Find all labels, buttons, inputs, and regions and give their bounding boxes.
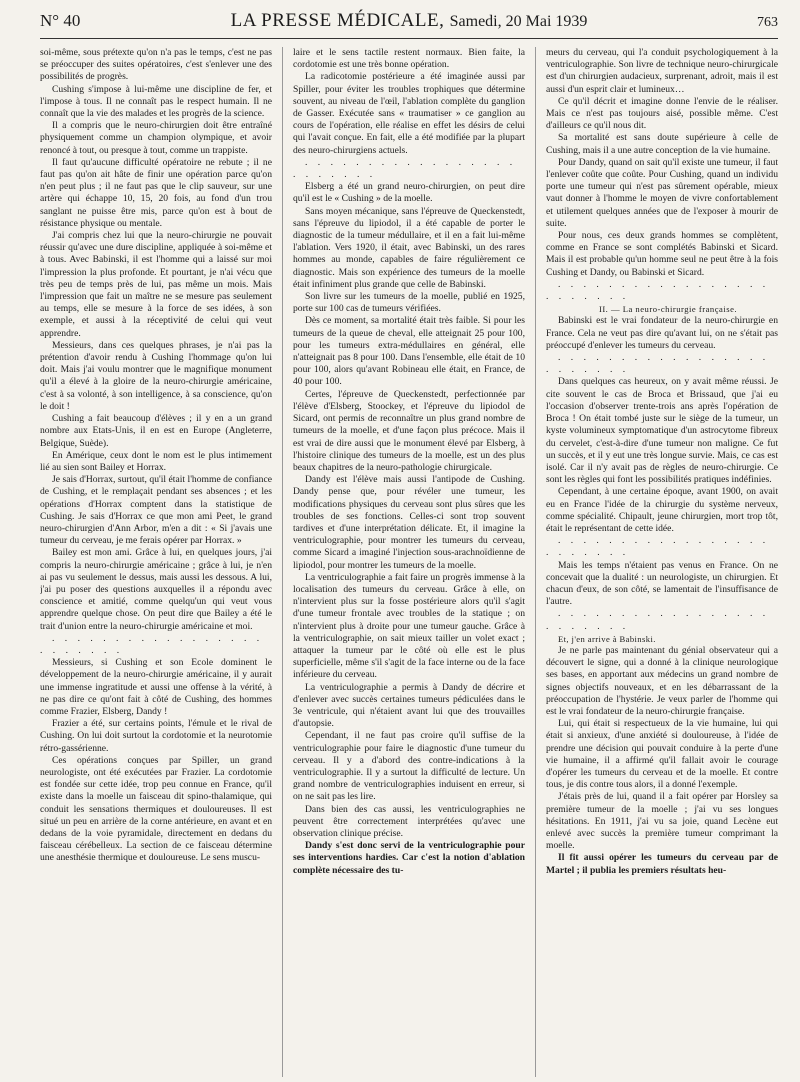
issue-number: N° 40 xyxy=(40,11,81,30)
paragraph: Dès ce moment, sa mortalité était très faible. Si pour les tumeurs de la queue de cheval, elle atteignait 25 pour 100, pour les tumeurs extra-médullaires en général, elle n'atteignait pas 8 pour 100. Dans l'ensemble, elle était de 10 pour 100, alors qu'avant Robineau elle était, en France, de 40 pour 100. xyxy=(293,315,525,388)
ellipsis-separator: . . . . . . . . . . . . . . . . . . . . . . . . xyxy=(40,632,264,656)
paragraph: Frazier a été, sur certains points, l'émule et le rival de Cushing. On lui doit surtout la cordotomie et la neurotomie rétro-gassérienne. xyxy=(40,718,272,754)
paragraph: Sans moyen mécanique, sans l'épreuve de Queckenstedt, sans l'épreuve du lipiodol, il a été capable de porter le diagnostic de la tumeur médullaire, et il en a fait lui-même l'ablation. Vers 1920, il était, avec Babinski, un des rares hommes au monde, capables de faire régulièrement ce diagnostic. Mais son expérience des tumeurs de la moelle était infiniment plus grande que celle de Babinski. xyxy=(293,205,525,290)
subsection-heading: Et, j'en arrive à Babinski. xyxy=(558,633,656,644)
paragraph: Messieurs, dans ces quelques phrases, je n'ai pas la prétention d'avoir rendu à Cushing l'hommage qu'on lui doit. Mais j'ai voulu montrer que le magnifique monument qu'il a élevé à la gloire de la neuro-chirurgie américaine, c'est à sa volonté, à son intelligence, à sa conscience, qu'on le doit ! xyxy=(40,339,272,412)
column-1 xyxy=(40,47,272,1077)
paragraph: Dans bien des cas aussi, les ventriculographies ne peuvent être correctement interprétées qu'avec une observation clinique précise. xyxy=(293,803,525,839)
paragraph: Messieurs, si Cushing et son Ecole dominent le développement de la neuro-chirurgie américaine, il y aurait une immense ingratitude et aussi une offense à la vérité, à ne pas dire ce qu'ont fait à côté de Cushing, des hommes comme Frazier, Elsberg, Dandy ! xyxy=(40,657,272,717)
paragraph: Cependant, il ne faut pas croire qu'il suffise de la ventriculographie pour faire le diagnostic d'une tumeur du cerveau. Il y a d'abord des contre-indications à la ventriculographie. Il y a surtout la difficulté de lecture. Un grand nombre de ventriculographies induisent en erreur, si on ne sait pas les lire. xyxy=(293,730,525,803)
column-3 xyxy=(546,47,778,1077)
paragraph: Bailey est mon ami. Grâce à lui, en quelques jours, j'ai compris la neuro-chirurgie américaine ; grâce à lui, je n'en ai pas vu seulement le dessus, mais aussi les dessous. A lui, j'ai pu poser des questions auxquelles il a répondu avec conscience et amitié, comme quelqu'un qui veut vous apprendre quelque chose. On peut dire que Bailey a été le trait d'union entre la neuro-chirurgie américaine et moi. xyxy=(40,547,272,632)
paragraph: Sa mortalité est sans doute supérieure à celle de Cushing, mais il a une autre conception de la vie humaine. xyxy=(546,132,778,156)
ellipsis-separator: . . . . . . . . . . . . . . . . . . . . . . . . xyxy=(546,278,770,303)
paragraph: soi-même, sous prétexte qu'on n'a pas le temps, c'est ne pas se préoccuper des suites opératoires, c'est s'enlever une des possibilités de progrès. xyxy=(40,47,272,83)
paragraph: Cushing s'impose à lui-même une discipline de fer, et l'impose à tous. Il ne connaît pas le respect humain. Il ne connaît que la vie des malades et les progrès de la science. xyxy=(40,83,272,120)
paragraph: En Amérique, ceux dont le nom est le plus intimement lié au sien sont Bailey et Horrax. xyxy=(40,449,272,473)
paragraph: La ventriculographie a fait faire un progrès immense à la localisation des tumeurs du cerveau. Grâce à elle, on n'intervient plus sur la fosse postérieure alors qu'il s'agit d'une tumeur frontale avec troubles de la statique ; on n'intervient plus à droite pour une tumeur gauche. Grâce à la ventriculographie, on sait mieux tailler un volet exact ; attaquer la tumeur par le côté où elle est le plus superficielle, même s'il s'agit de la face interne ou de la face inférieure du cerveau. xyxy=(293,571,525,681)
paragraph: Je ne parle pas maintenant du génial observateur qui a découvert le signe, qui a donné à la clinique neurologique ses bases, en apportant aux médecins un grand nombre de signes objectifs nouveaux, et en les débarrassant de la préoccupation de l'hystérie. Je veux parler de l'homme qui est le vrai fondateur de la neuro-chirurgie française. xyxy=(546,644,778,717)
article-columns xyxy=(40,47,778,1077)
paragraph: Dandy s'est donc servi de la ventriculographie pour ses interventions hardies. Car c'est la notion d'ablation complète nécessaire des tu- xyxy=(293,840,525,876)
paragraph: Ce qu'il décrit et imagine donne l'envie de le réaliser. Mais ce n'est pas toujours aisé, possible même. C'est d'ailleurs ce qu'il nous dit. xyxy=(546,95,778,132)
paragraph: Cependant, à une certaine époque, avant 1900, on avait eu en France l'idée de la chirurgie du système nerveux, comme spécialité. Chipault, jeune chirurgien, mort trop tôt, était le représentant de cette idée. xyxy=(546,486,778,534)
paragraph: La ventriculographie a permis à Dandy de décrire et d'enlever avec succès certaines tumeurs pédiculées dans le 3e ventricule, qui n'étaient avant lui que des trouvailles d'autopsie. xyxy=(293,681,525,730)
paragraph: Dans quelques cas heureux, on y avait même réussi. Je cite souvent le cas de Broca et Brissaud, que j'ai eu l'occasion d'observer trente-trois ans après l'opération de Broca ! On était tombé juste sur le siège de la tumeur, un kyste volumineux symptomatique d'un astrocytome fibreux du cervelet, c'est-à-dire d'une tumeur non maligne. Ce fut un succès, et il y eut une très longue survie. Mais, ce cas est isolé. Car il n'y avait pas de règles de neuro-chirurgie. Ce sont les règles qui font les possibilités pratiques indéfinies. xyxy=(546,376,778,486)
paragraph: Pour nous, ces deux grands hommes se complètent, comme en France se sont complétés Babinski et Sicard. Mais il est probable qu'un homme seul ne peut être à la fois Cushing et Dandy, ou Babinski et Sicard. xyxy=(546,230,778,278)
journal-title xyxy=(110,10,708,32)
paragraph: Pour Dandy, quand on sait qu'il existe une tumeur, il faut l'enlever coûte que coûte. Pour Cushing, quand un individu porte une tumeur qui n'est pas sûrement opérable, mieux vaut donner à l'homme le moyen de vivre confortablement et utilement quelques années que de l'exposer à mourir de suite. xyxy=(546,156,778,229)
column-rule xyxy=(282,47,283,1077)
ellipsis-separator: . . . . . . . . . . . . . . . . . . . . . . . . xyxy=(293,156,517,181)
paragraph: Lui, qui était si respectueux de la vie humaine, lui qui était si anxieux, d'une anxiété si douloureuse, à l'idée de prendre une décision qui pouvait conduire à la perte d'une vie humaine, il a affirmé qu'il fallait avoir le courage d'opérer les tumeurs du cerveau et de la moelle. Et contre tous, je dis contre tous alors, il a donné l'exemple. xyxy=(546,718,778,791)
paragraph: Mais les temps n'étaient pas venus en France. On ne concevait que la dualité : un neurologiste, un chirurgien. Et chacun d'eux, de son côté, se lamentait de l'insuffisance de l'autre. xyxy=(546,559,778,608)
page-header xyxy=(40,10,778,39)
ellipsis-separator: . . . . . . . . . . . . . . . . . . . . . . . . xyxy=(546,535,770,559)
paragraph: laire et le sens tactile restent normaux. Bien faite, la cordotomie est une très bonne opération. xyxy=(293,47,525,71)
section-heading: II. — La neuro-chirurgie française. xyxy=(598,304,738,315)
paragraph: Je sais d'Horrax, surtout, qu'il était l'homme de confiance de Cushing, et le remplaçait pendant ses absences ; et les opérations d'Horrax comptent dans la statistique de Cushing. Je sais d'Horrax ce que mon ami Peet, le grand neuro-chirurgien d'Ann Arbor, m'en a dit : « Si j'avais une tumeur du cerveau, je me ferais opérer par Horrax. » xyxy=(40,474,272,547)
page-number: 763 xyxy=(757,15,778,30)
ellipsis-separator: . . . . . . . . . . . . . . . . . . . . . . . . xyxy=(546,352,770,376)
paragraph: Cushing a fait beaucoup d'élèves ; il y en a un grand nombre aux Etats-Unis, il en est en Europe (Angleterre, Belgique, Suède). xyxy=(40,413,272,449)
journal-name: LA PRESSE MÉDICALE, xyxy=(230,10,445,31)
paragraph: Il fit aussi opérer les tumeurs du cerveau par de Martel ; il publia les premiers résultats heu- xyxy=(546,852,778,876)
paragraph: meurs du cerveau, qui l'a conduit psychologiquement à la ventriculographie. Son livre de technique neuro-chirurgicale est d'un chirurgien audacieux, surprenant, adroit, mais il est aussi d'un esprit clair et lumineux… xyxy=(546,47,778,95)
paragraph: Babinski est le vrai fondateur de la neuro-chirurgie en France. Cela ne veut pas dire qu'avant lui, on ne s'était pas préoccupé d'enlever les tumeurs du cerveau. xyxy=(546,315,778,351)
paragraph: Dandy est l'élève mais aussi l'antipode de Cushing. Dandy pense que, pour révéler une tumeur, les modifications physiques du cerveau sont plus sûres que les troubles de ses fonctions. Celles-ci sont trop souvent tardives et d'une interprétation délicate. Et, il imagine la ventriculographie, pour montrer les tumeurs du cerveau, comme Sicard a imaginé l'injection sous-arachnoïdienne de lipiodol, pour montrer les tumeurs de la moelle. xyxy=(293,474,525,571)
paragraph: Il faut qu'aucune difficulté opératoire ne rebute ; il ne faut pas qu'on ait hâte de finir une opération parce qu'on n'en peut plus ; il ne faut pas que le clip sauveur, sur une artère qui échappe 10, 15, 20 fois, au fond d'un trou sanglant ne puisse être mis, parce qu'on est à bout de résistance physique ou mentale. xyxy=(40,156,272,229)
paragraph: Certes, l'épreuve de Queckenstedt, perfectionnée par l'élève d'Elsberg, Stoockey, et l'épreuve du lipiodol de Sicard, ont permis de reconnaître un plus grand nombre de tumeurs de la moelle, et d'une façon plus précoce. Mais il est vrai de dire aussi que le monument élevé par Elsberg, à l'histoire clinique des tumeurs de la moelle, est un des plus beaux chapitres de la neuro-pathologie chirurgicale. xyxy=(293,388,525,473)
column-2 xyxy=(293,47,525,1077)
paragraph: La radicotomie postérieure a été imaginée aussi par Spiller, pour éviter les troubles trophiques que détermine souvent, au niveau de l'œil, l'ablation complète du ganglion de Gasser. Exécutée sans « traumatiser » ce ganglion au cours de l'opération, elle réalise en effet les désirs de celui qui l'avait conçue. En fait, elle a été modifiée par la plupart des neuro-chirurgiens actuels. xyxy=(293,71,525,156)
paragraph: J'ai compris chez lui que la neuro-chirurgie ne pouvait réussir qu'avec une dure discipline, appliquée à soi-même et à tous. Avec Babinski, il est l'homme qui a laissé sur moi l'impression la plus profonde. Et pourtant, je n'ai vécu que très peu de temps près de lui, pas même un mois. Mais l'impression que fait un maître ne se mesure pas seulement au temps, elle se mesure à la force de ses idées, à son exemple, et aussi à la réceptivité de celui qui veut apprendre. xyxy=(40,230,272,339)
paragraph: Il a compris que le neuro-chirurgien doit être entraîné physiquement comme un champion olympique, et avoir renoncé à tout, ou presque à tout, comme un trappiste. xyxy=(40,120,272,156)
issue-date: Samedi, 20 Mai 1939 xyxy=(449,13,588,30)
column-rule xyxy=(535,47,536,1077)
paragraph: Son livre sur les tumeurs de la moelle, publié en 1925, porte sur 100 cas de tumeurs vérifiées. xyxy=(293,291,525,315)
ellipsis-separator: . . . . . . . . . . . . . . . . . . . . . . . . xyxy=(546,608,770,632)
paragraph: J'étais près de lui, quand il a fait opérer par Horsley sa première tumeur de la moelle ; j'ai vu ses longues hésitations. En 1911, j'ai vu sa joie, quand Lecène eut enlevé avec succès la première tumeur comprimant la moelle. xyxy=(546,791,778,852)
paragraph: Ces opérations conçues par Spiller, un grand neurologiste, ont été exécutées par Frazier. La cordotomie est fondée sur cette idée, trop peu connue en France, qu'il existe dans la moelle un faisceau dit spino-thalamique, qui conduit les sensations thermiques et douloureuses. Il est situé un peu en arrière de la corne antérieure, en avant et en dedans de la voie pyramidale, directement en dedans du faisceau cérébelleux. La section de ce faisceau détermine une anesthésie thermique et douloureuse. Le sens muscu- xyxy=(40,754,272,864)
paragraph: Elsberg a été un grand neuro-chirurgien, on peut dire qu'il est le « Cushing » de la moelle. xyxy=(293,181,525,205)
